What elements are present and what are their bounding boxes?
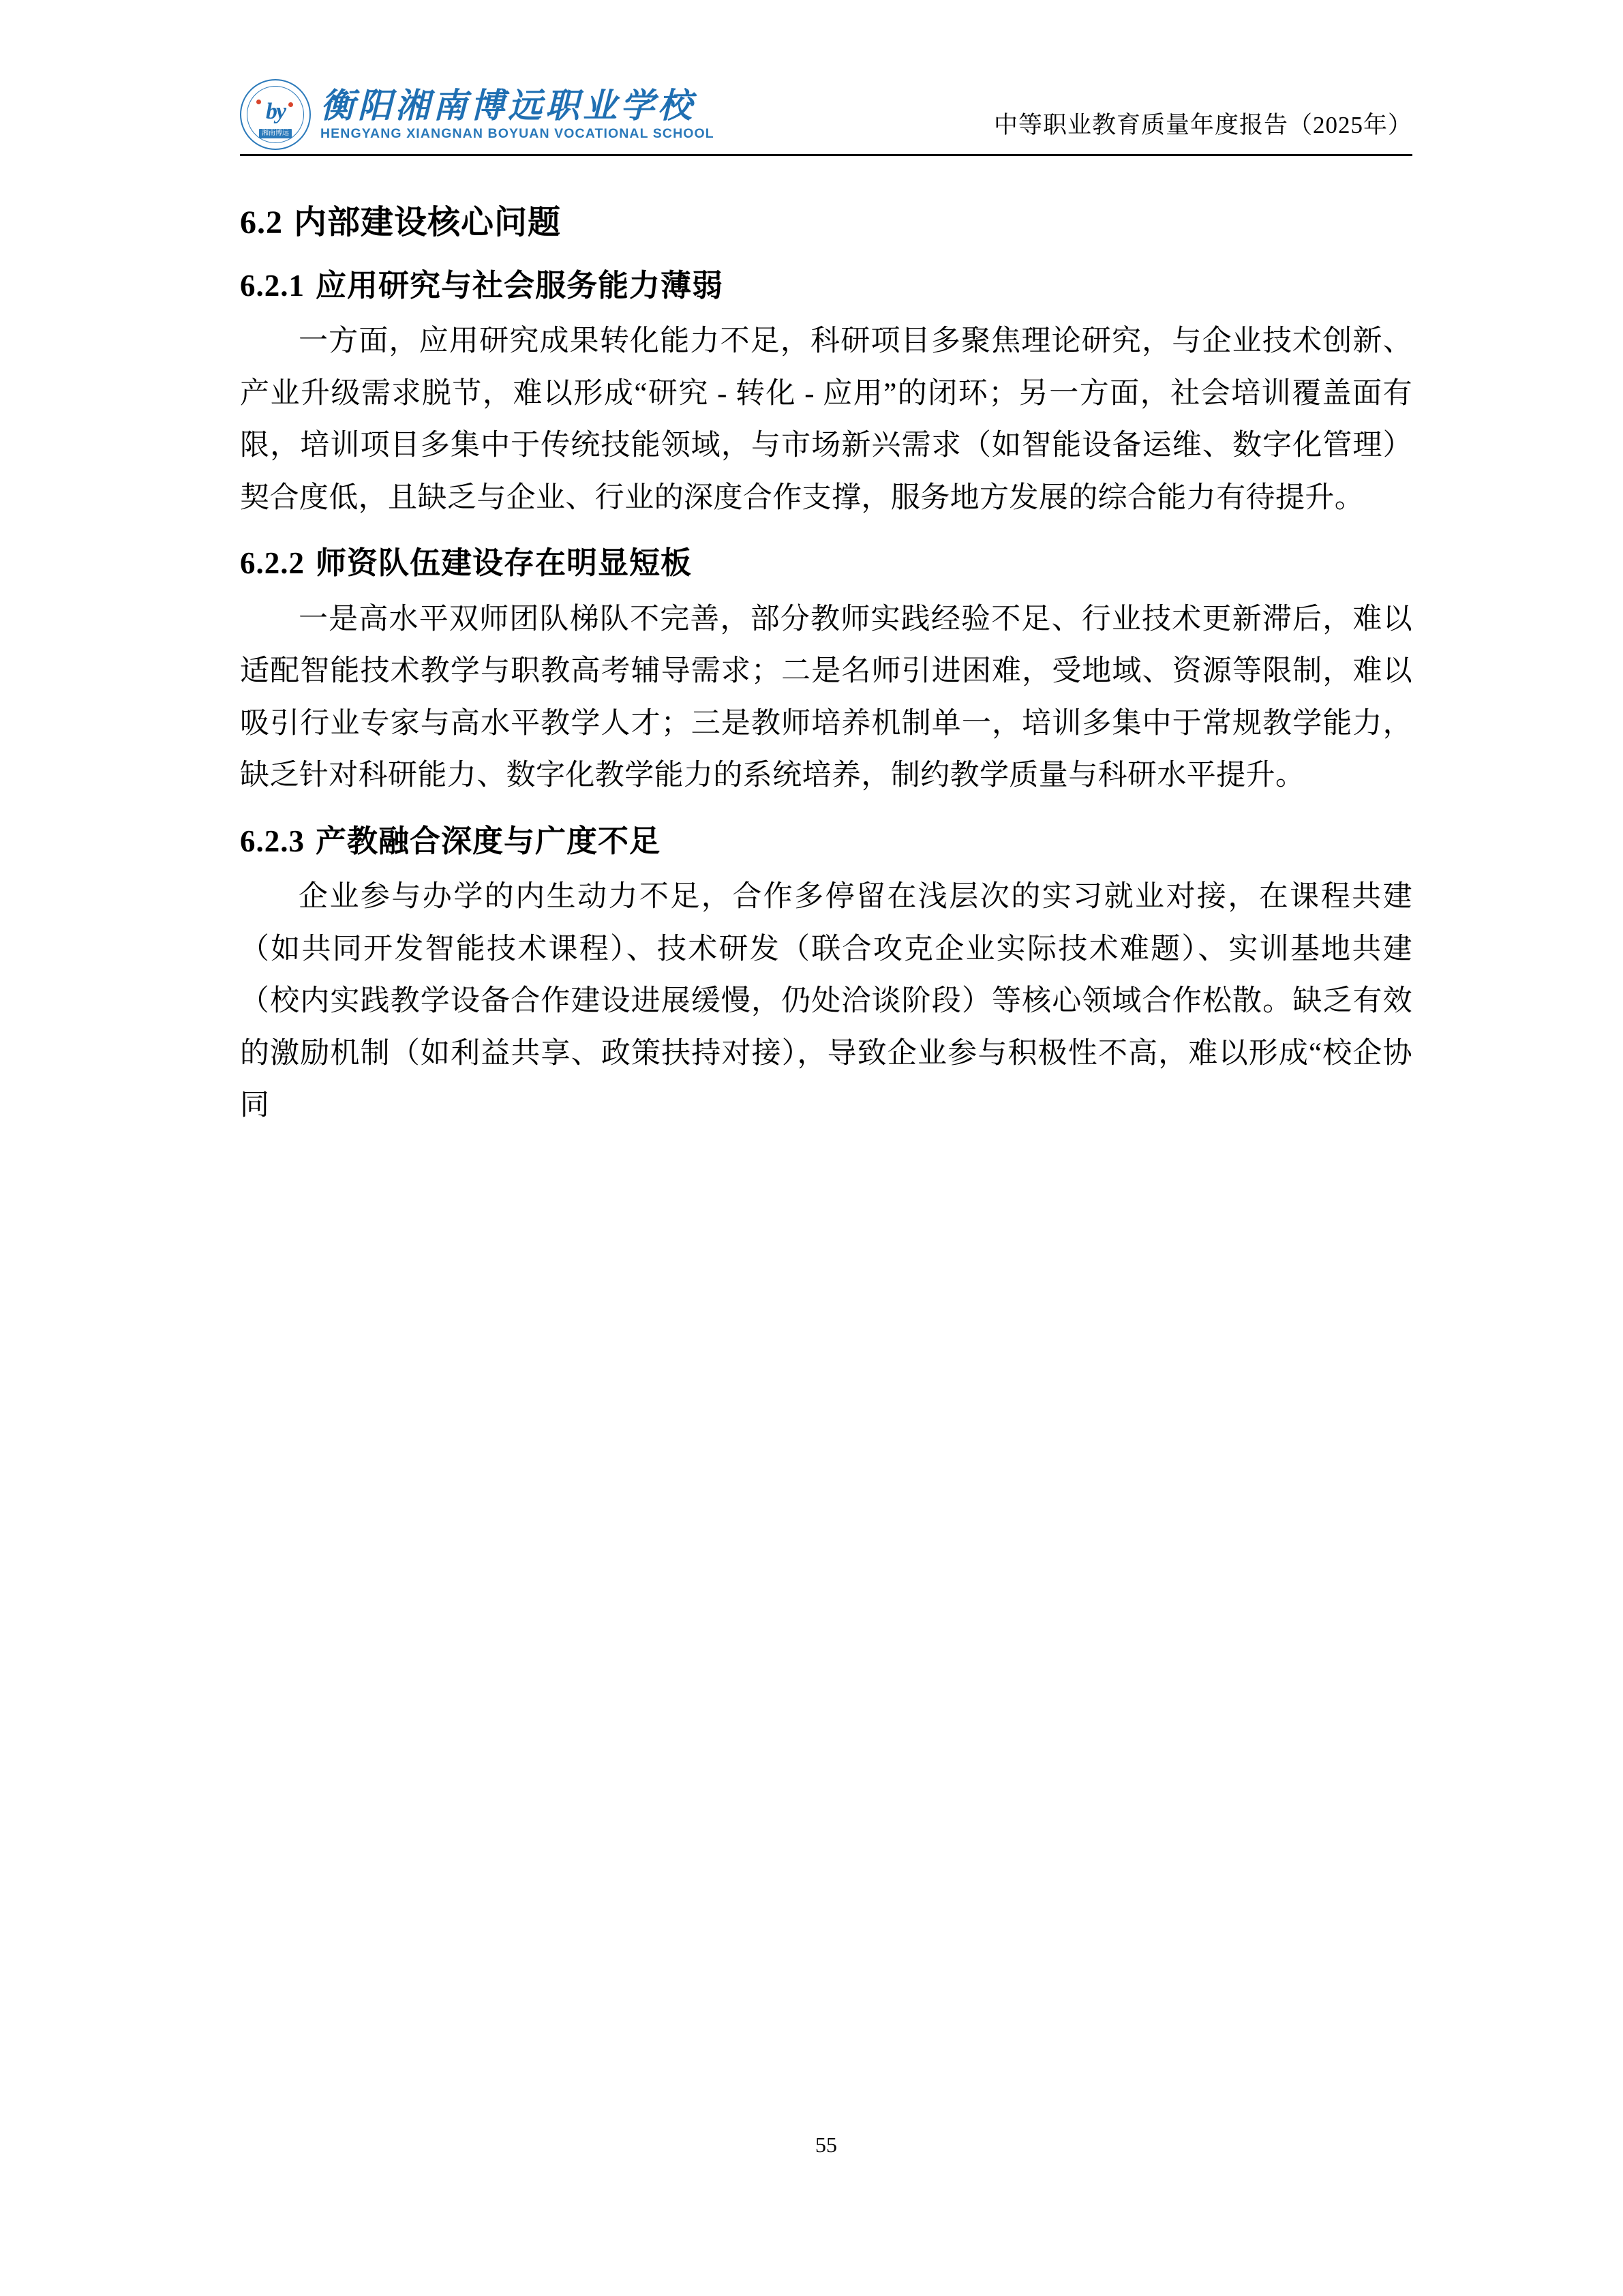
heading-6-2-number: 6.2 [240, 205, 283, 241]
heading-6-2-3-title: 产教融合深度与广度不足 [316, 824, 661, 858]
heading-6-2-3 [240, 819, 1412, 865]
report-title: 中等职业教育质量年度报告（2025年） [993, 112, 1412, 138]
seal-dot-left-icon [256, 100, 261, 104]
paragraph-6-2-1: 一方面，应用研究成果转化能力不足，科研项目多聚焦理论研究，与企业技术创新、产业升级需求脱节，难以形成“研究 - 转化 - 应用”的闭环；另一方面，社会培训覆盖面有限，培训项目多集中于传统技能领域，与市场新兴需求（如智能设备运维、数字化管理）契合度低，且缺乏与企业、行业的深度合作支撑，服务地方发展的综合能力有待提升。 [240, 325, 1412, 514]
heading-6-2-2-title: 师资队伍建设存在明显短板 [316, 546, 693, 581]
page-header [240, 74, 1412, 153]
school-seal-icon [240, 79, 311, 150]
school-name-cn: 衡阳湘南博远职业学校 [320, 86, 695, 125]
heading-6-2 [240, 199, 1412, 247]
heading-6-2-2-number: 6.2.2 [240, 546, 305, 581]
paragraph-6-2-3: 企业参与办学的内生动力不足，合作多停留在浅层次的实习就业对接，在课程共建（如共同开发智能技术课程）、技术研发（联合攻克企业实际技术难题）、实训基地共建（校内实践教学设备合作建设进展缓慢，仍处洽谈阶段）等核心领域合作松散。缺乏有效的激励机制（如利益共享、政策扶持对接），导致企业参与积极性不高，难以形成“校企协同 [240, 881, 1412, 1122]
heading-6-2-1-title: 应用研究与社会服务能力薄弱 [316, 268, 724, 303]
heading-6-2-2 [240, 541, 1412, 587]
seal-tab-label: 湘南博远 [259, 129, 292, 138]
heading-6-2-1 [240, 263, 1412, 309]
seal-monogram: by [265, 98, 286, 124]
school-name-en: HENGYANG XIANGNAN BOYUAN VOCATIONAL SCHOOL [320, 125, 714, 141]
paragraph-6-2-2: 一是高水平双师团队梯队不完善，部分教师实践经验不足、行业技术更新滞后，难以适配智能技术教学与职教高考辅导需求；二是名师引进困难，受地域、资源等限制，难以吸引行业专家与高水平教学人才；三是教师培养机制单一，培训多集中于常规教学能力，缺乏针对科研能力、数字化教学能力的系统培养，制约教学质量与科研水平提升。 [240, 603, 1412, 792]
heading-6-2-3-number: 6.2.3 [240, 824, 305, 858]
seal-dot-right-icon [288, 102, 293, 107]
school-logo [240, 79, 714, 153]
heading-6-2-title: 内部建设核心问题 [294, 205, 562, 241]
header-divider [240, 154, 1412, 156]
page-number: 55 [815, 2132, 837, 2157]
page-content [240, 199, 1412, 1145]
heading-6-2-1-number: 6.2.1 [240, 268, 305, 303]
school-wordmark [320, 86, 714, 141]
